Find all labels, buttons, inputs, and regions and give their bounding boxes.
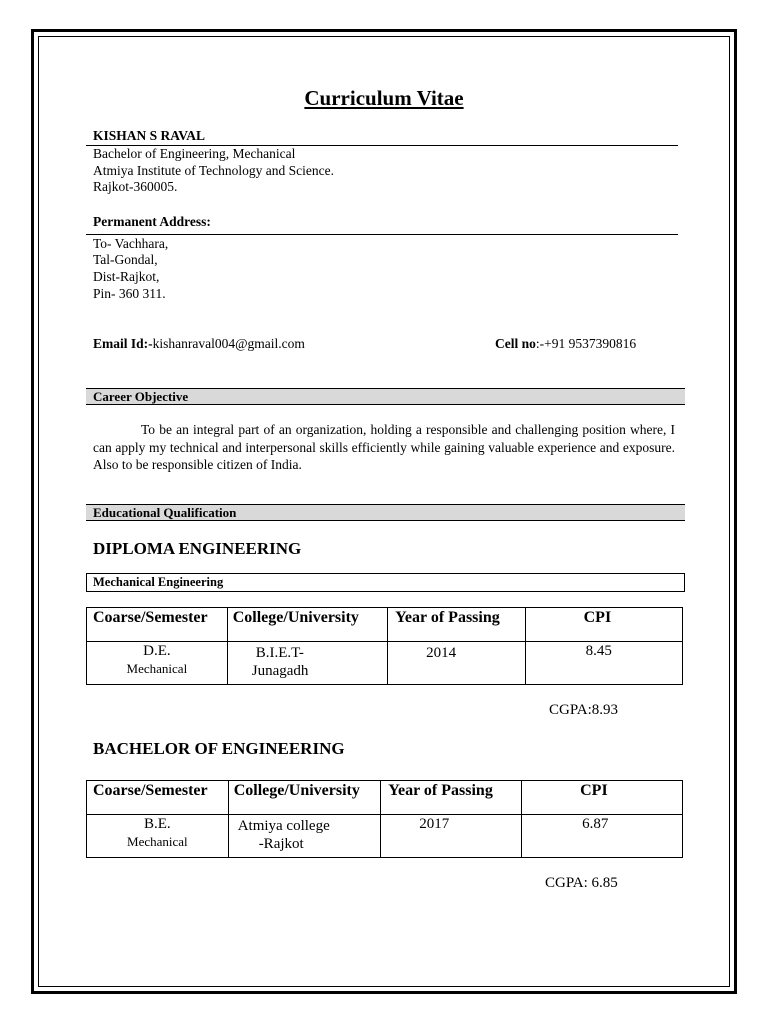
table-header-row	[87, 608, 683, 642]
career-objective-text: To be an integral part of an organization, holding a responsible and challenging position where, I can apply my technical and interpersonal skills efficiently while gaining valuable experience and exposure. Also to be responsible citizen of India.	[93, 422, 675, 472]
diploma-cgpa: CGPA:8.93	[549, 702, 619, 718]
course-cell	[87, 815, 229, 858]
course-sub: Mechanical	[126, 661, 188, 676]
permanent-address-label: Permanent Address:	[93, 214, 211, 229]
diploma-heading: DIPLOMA ENGINEERING	[93, 539, 302, 558]
header-college: College/University	[228, 781, 381, 815]
cell-value: :-+91 9537390816	[535, 336, 637, 351]
header-college: College/University	[227, 608, 387, 642]
header-course: Coarse/Semester	[87, 781, 229, 815]
header-cpi: CPI	[525, 608, 682, 642]
address-line: To- Vachhara,	[93, 236, 169, 251]
email-value: kishanraval004@gmail.com	[152, 336, 305, 351]
email-label: Email Id:-	[93, 336, 153, 351]
page-title: Curriculum Vitae	[304, 86, 464, 110]
career-objective-bar	[86, 388, 685, 405]
degree-line: Bachelor of Engineering, Mechanical	[93, 146, 296, 161]
bachelor-cgpa: CGPA: 6.85	[545, 875, 618, 891]
candidate-name: KISHAN S RAVAL	[93, 128, 206, 143]
year-cell: 2014	[388, 642, 525, 685]
cpi-cell: 8.45	[525, 642, 682, 685]
college-line: B.I.E.T-	[255, 645, 304, 661]
header-year: Year of Passing	[388, 608, 525, 642]
address-line: Tal-Gondal,	[93, 252, 158, 267]
diploma-table	[86, 607, 683, 685]
address-line: Dist-Rajkot,	[93, 269, 160, 284]
college-line: -Rajkot	[258, 836, 304, 852]
cell-row	[495, 336, 636, 353]
college-line: Atmiya college	[237, 818, 330, 834]
header-course: Coarse/Semester	[87, 608, 228, 642]
college-cell	[227, 642, 387, 685]
table-row	[87, 642, 683, 685]
cpi-cell: 6.87	[522, 815, 683, 858]
career-objective-heading: Career Objective	[93, 389, 189, 404]
diploma-branch: Mechanical Engineering	[93, 575, 224, 589]
city-line: Rajkot-360005.	[93, 179, 178, 194]
address-underline	[86, 234, 678, 235]
education-heading: Educational Qualification	[93, 505, 237, 520]
college-line: Junagadh	[251, 663, 309, 679]
course-sub: Mechanical	[127, 834, 188, 849]
institute-line: Atmiya Institute of Technology and Science.	[93, 163, 334, 178]
table-row	[87, 815, 683, 858]
header-year: Year of Passing	[381, 781, 522, 815]
diploma-branch-box	[86, 573, 685, 592]
education-bar	[86, 504, 685, 521]
header-cpi: CPI	[522, 781, 683, 815]
bachelor-table	[86, 780, 683, 858]
year-cell: 2017	[381, 815, 522, 858]
course-value: D.E.	[143, 643, 171, 659]
course-value: B.E.	[144, 816, 171, 832]
address-line: Pin- 360 311.	[93, 286, 166, 301]
table-header-row	[87, 781, 683, 815]
email-row	[93, 336, 305, 353]
cell-label: Cell no	[495, 336, 536, 351]
college-cell	[228, 815, 381, 858]
bachelor-heading: BACHELOR OF ENGINEERING	[93, 739, 345, 758]
course-cell	[87, 642, 228, 685]
